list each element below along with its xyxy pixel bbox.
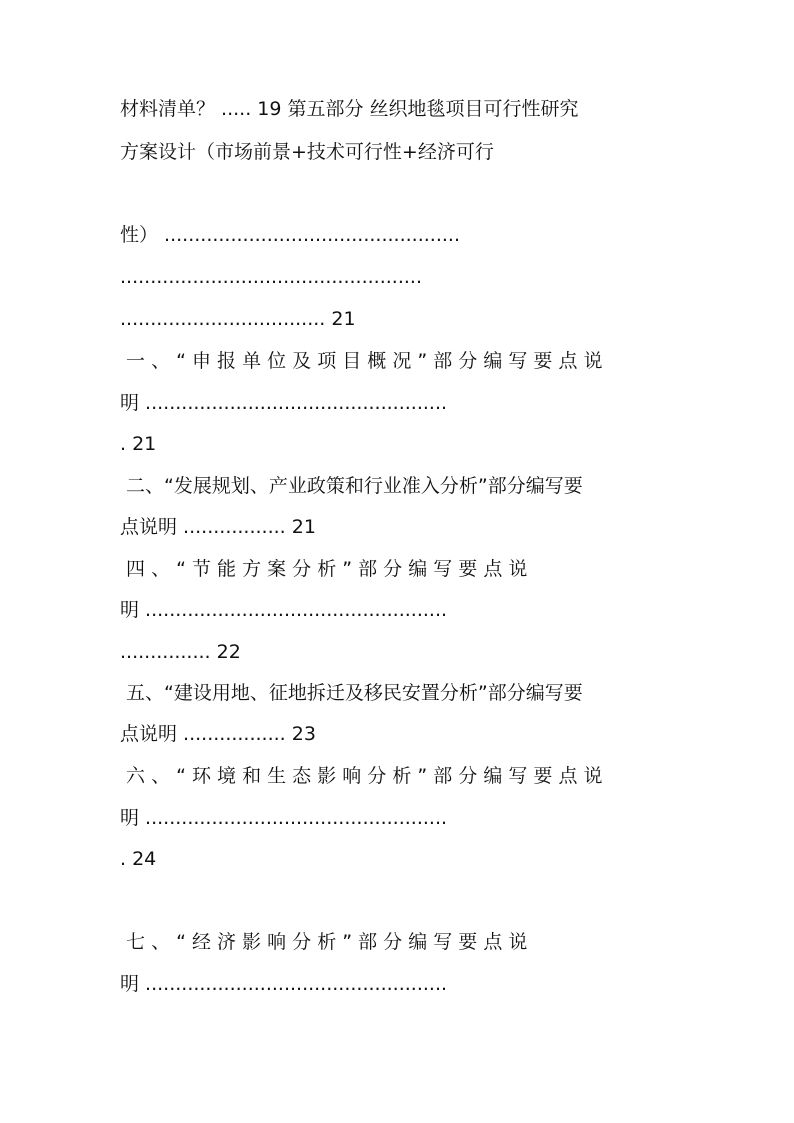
toc-line: 四 、 “ 节 能 方 案 分 析 ” 部 分 编 写 要 点 说 <box>120 558 528 580</box>
toc-line: ............... 22 <box>120 641 241 663</box>
toc-line: 明 .................................................. <box>120 973 448 995</box>
toc-line: 明 .................................................. <box>120 599 448 621</box>
toc-line: .................................. 21 <box>120 308 356 330</box>
toc-line: . 24 <box>120 848 157 870</box>
toc-line: 点说明 ................. 21 <box>120 516 316 538</box>
toc-line: 明 .................................................. <box>120 392 448 414</box>
toc-line: 二、“发展规划、产业政策和行业准入分析”部分编写要 <box>120 475 583 497</box>
toc-line: 五、“建设用地、征地拆迁及移民安置分析”部分编写要 <box>120 682 583 704</box>
toc-line: 性） ................................................. <box>120 224 460 246</box>
toc-line: 点说明 ................. 23 <box>120 723 316 745</box>
toc-line: 方案设计（市场前景+技术可行性+经济可行 <box>120 141 494 163</box>
toc-line: 一 、 “ 申 报 单 位 及 项 目 概 况 ” 部 分 编 写 要 点 说 <box>120 350 603 372</box>
toc-line: 明 .................................................. <box>120 807 448 829</box>
toc-line: 七 、 “ 经 济 影 响 分 析 ” 部 分 编 写 要 点 说 <box>120 931 528 953</box>
toc-line: .................................................. <box>120 266 422 288</box>
toc-line: . 21 <box>120 433 157 455</box>
toc-line: 材料清单？ ..... 19 第五部分 丝织地毯项目可行性研究 <box>120 98 579 120</box>
toc-line: 六 、 “ 环 境 和 生 态 影 响 分 析 ” 部 分 编 写 要 点 说 <box>120 765 603 787</box>
